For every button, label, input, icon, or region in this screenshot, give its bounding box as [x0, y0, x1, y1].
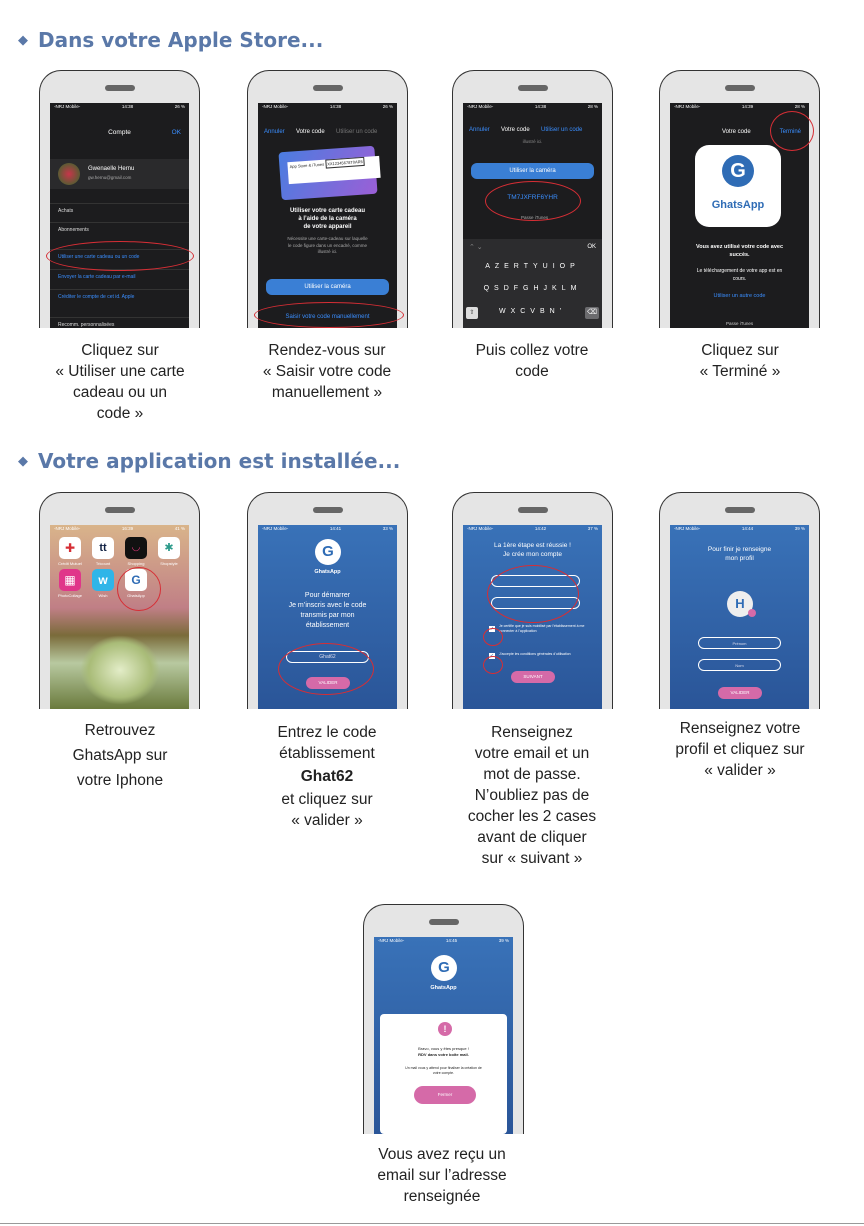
- phone-speaker: [518, 85, 548, 91]
- keyboard-row-3[interactable]: WXCVBN': [498, 308, 567, 315]
- highlight-circle: [483, 628, 503, 646]
- highlight-oval: [278, 643, 374, 695]
- shopping-icon[interactable]: ◡: [125, 537, 147, 559]
- close-button[interactable]: Fermer: [414, 1086, 476, 1104]
- validate-button[interactable]: VALIDER: [718, 687, 762, 699]
- app-label: Crédit Mutuel: [58, 561, 82, 566]
- highlight-circle: [117, 567, 161, 611]
- status-bar: -NRJ Mobile- 14:38 26 %: [54, 104, 185, 109]
- status-bar: -NRJ Mobile- 14:45 39 %: [378, 938, 509, 943]
- checkbox-1[interactable]: ✓: [489, 626, 495, 632]
- status-bar: -NRJ Mobile- 14:38 26 %: [262, 104, 393, 109]
- phone-step-3: [452, 70, 613, 328]
- step-title: Pour finir je renseigne mon profil: [707, 546, 772, 562]
- ghatsapp-logo-icon: G: [315, 539, 341, 565]
- download-message: Le téléchargement de votre app est en cours.: [696, 268, 783, 282]
- phone-step-8: [659, 492, 820, 709]
- app-label: Tricount: [95, 561, 111, 566]
- phone-step-4: [659, 70, 820, 328]
- menu-row-achats[interactable]: Achats: [50, 203, 189, 217]
- section-heading-apple-store: [18, 28, 323, 52]
- tricount-icon[interactable]: tt: [92, 537, 114, 559]
- screen-title: Votre code: [722, 129, 751, 135]
- highlight-oval: [485, 181, 581, 221]
- manual-code-link[interactable]: Saisir votre code manuellement: [285, 314, 370, 320]
- user-name: Gwenaelle Hernu: [88, 166, 135, 172]
- ghatsapp-app-icon[interactable]: G: [125, 569, 147, 591]
- status-bar: -NRJ Mobile- 14:39 28 %: [674, 104, 805, 109]
- success-message: Vous avez utilisé votre code avec succès.: [695, 244, 784, 258]
- help-text: illustré ici.: [522, 139, 543, 144]
- menu-row-abonnements[interactable]: Abonnements: [50, 222, 189, 236]
- wish-icon[interactable]: w: [92, 569, 114, 591]
- ok-button[interactable]: OK: [171, 129, 181, 136]
- confirmation-dialog: [380, 1014, 507, 1134]
- tab-utiliser-code[interactable]: Utiliser un code: [336, 129, 378, 135]
- phone-screen: [50, 525, 189, 709]
- phone-speaker: [725, 85, 755, 91]
- ghatsapp-logo-icon: G: [722, 155, 754, 187]
- backspace-icon[interactable]: ⌫: [585, 307, 599, 319]
- checkbox-2-label: J’accepte les conditions générales d’utilisation: [499, 652, 571, 656]
- cancel-button[interactable]: Annuler: [264, 129, 285, 135]
- tab-utiliser-code[interactable]: Utiliser un code: [541, 127, 583, 133]
- step-9-caption: Vous avez reçu un email sur l’adresse renseignée: [377, 1146, 507, 1205]
- app-label: Shopstyle: [160, 561, 178, 566]
- credit-mutuel-icon[interactable]: ✚: [59, 537, 81, 559]
- shopstyle-icon[interactable]: ✱: [158, 537, 180, 559]
- avatar: [58, 163, 80, 185]
- next-button[interactable]: SUIVANT: [511, 671, 555, 683]
- step-1-caption: Cliquez sur « Utiliser une carte cadeau ou un code »: [55, 342, 185, 422]
- phone-speaker: [105, 507, 135, 513]
- highlight-oval: [487, 565, 579, 623]
- phone-step-7: [452, 492, 613, 709]
- status-bar: -NRJ Mobile- 14:44 39 %: [674, 526, 805, 531]
- step-3-caption: Puis collez votre code: [475, 342, 589, 380]
- phone-step-9: [363, 904, 524, 1134]
- app-name: GhatsApp: [711, 199, 765, 211]
- brand-name: GhatsApp: [314, 569, 341, 575]
- itunes-label: Passe iTunes: [521, 215, 549, 220]
- validate-button[interactable]: VALIDER: [306, 677, 350, 689]
- phone-speaker: [313, 85, 343, 91]
- done-button[interactable]: Terminé: [779, 129, 801, 135]
- app-icon: [695, 145, 781, 227]
- section-title: Votre application est installée...: [38, 449, 401, 473]
- diamond-bullet-icon: ◆: [18, 32, 28, 48]
- checkbox-1-label: Je certifie que je suis mobilisé par l’établissement à me connecter à l’application: [499, 624, 585, 633]
- diamond-bullet-icon: ◆: [18, 453, 28, 469]
- avatar[interactable]: H: [727, 591, 753, 617]
- phone-speaker: [313, 507, 343, 513]
- tab-votre-code[interactable]: Votre code: [296, 129, 325, 135]
- phone-screen: [374, 937, 513, 1134]
- phone-speaker: [725, 507, 755, 513]
- photocollage-icon[interactable]: ▦: [59, 569, 81, 591]
- camera-headline: Utiliser votre carte cadeau à l’aide de la caméra de votre appareil: [289, 208, 366, 230]
- phone-speaker: [105, 85, 135, 91]
- account-card[interactable]: [50, 159, 189, 189]
- status-bar: -NRJ Mobile- 14:41 33 %: [262, 526, 393, 531]
- intro-text: Pour démarrer Je m’inscris avec le code transmis par mon établissement: [288, 592, 367, 629]
- last-name-field[interactable]: Nom: [698, 659, 781, 671]
- itunes-label: Passe iTunes: [726, 321, 754, 326]
- dialog-detail: Un mail vous y attend pour finaliser la création de votre compte.: [405, 1066, 482, 1075]
- section-heading-app-installed: [18, 449, 400, 473]
- page-bottom-rule: [0, 1223, 864, 1224]
- use-camera-button[interactable]: Utiliser la caméra: [471, 163, 594, 179]
- cancel-button[interactable]: Annuler: [469, 127, 490, 133]
- tab-votre-code[interactable]: Votre code: [501, 127, 530, 133]
- edit-avatar-icon[interactable]: [748, 609, 756, 617]
- keyboard-row-2[interactable]: QSDFGHJKLM: [483, 285, 582, 292]
- user-email: gw.hernu@gmail.com: [88, 175, 132, 180]
- menu-row-gift-card[interactable]: Utiliser une carte cadeau ou un code: [50, 249, 189, 263]
- highlight-circle: [483, 656, 503, 674]
- checkbox-2[interactable]: ✓: [489, 653, 495, 659]
- code-input[interactable]: TM7JXFRF6YHR: [507, 194, 558, 201]
- phone-speaker: [429, 919, 459, 925]
- phone-step-5: [39, 492, 200, 709]
- ghatsapp-logo-icon: G: [431, 955, 457, 981]
- dialog-message: Bravo, vous y êtes presque ! RDV dans votre boîte mail.: [418, 1046, 469, 1057]
- phone-step-1: [39, 70, 200, 328]
- other-code-link[interactable]: Utiliser un autre code: [713, 293, 766, 299]
- app-label: GhatsApp: [127, 593, 145, 598]
- highlight-oval: [46, 241, 194, 271]
- chevron-up-down-icon[interactable]: ⌃ ⌄: [469, 244, 483, 251]
- keyboard-ok-button[interactable]: OK: [587, 244, 596, 250]
- menu-row-credit[interactable]: Créditer le compte de cet id. Apple: [50, 289, 189, 303]
- app-label: Wish: [98, 593, 108, 598]
- keyboard-row-1[interactable]: AZERTYUIOP: [485, 263, 580, 270]
- menu-row-send-gift[interactable]: Envoyer la carte cadeau par e-mail: [50, 269, 189, 283]
- keyboard[interactable]: [463, 239, 602, 328]
- brand-name: GhatsApp: [430, 985, 457, 991]
- establishment-code-input[interactable]: Ghat62: [286, 651, 369, 663]
- highlight-oval: [254, 302, 404, 328]
- gift-card-code-panel: App Store & iTunes XX12345678T0AR5: [287, 156, 380, 184]
- phone-screen: [670, 525, 809, 709]
- step-title: La 1ère étape est réussie ! Je crée mon compte: [494, 542, 571, 558]
- camera-help-text: Nécessite une carte-cadeau sur laquelle le code figure dans un encadré, comme illustré ici.: [287, 236, 368, 254]
- phone-step-2: [247, 70, 408, 328]
- app-label: Shopping: [127, 561, 145, 566]
- phone-screen: [50, 103, 189, 328]
- step-7-caption: Renseignez votre email et un mot de passe. N’oubliez pas de cocher les 2 cases avant de cliquer sur « suivant »: [467, 724, 597, 867]
- step-6-caption: Entrez le code établissement Ghat62 et cliquez sur « valider »: [277, 724, 377, 829]
- phone-speaker: [518, 507, 548, 513]
- menu-row-recommendations[interactable]: Recomm. personnalisées: [50, 317, 189, 328]
- status-bar: -NRJ Mobile- 14:42 37 %: [467, 526, 598, 531]
- alert-icon: !: [438, 1022, 452, 1036]
- highlight-circle: [770, 111, 814, 151]
- first-name-field[interactable]: Prénom: [698, 637, 781, 649]
- section-title: Dans votre Apple Store...: [38, 28, 324, 52]
- phone-step-6: [247, 492, 408, 709]
- step-8-caption: Renseignez votre profil et cliquez sur « valider »: [675, 720, 805, 779]
- app-label: PhotoCollage: [57, 593, 83, 598]
- screen-title: Compte: [108, 129, 131, 136]
- shift-icon[interactable]: ⇧: [466, 307, 478, 319]
- status-bar: -NRJ Mobile- 14:38 28 %: [467, 104, 598, 109]
- use-camera-button[interactable]: Utiliser la caméra: [266, 279, 389, 295]
- flower-wallpaper: [80, 635, 160, 705]
- step-5-caption: Retrouvez GhatsApp sur votre Iphone: [72, 722, 168, 789]
- step-2-caption: Rendez-vous sur « Saisir votre code manuellement »: [262, 342, 392, 401]
- status-bar: -NRJ Mobile- 16:39 41 %: [54, 526, 185, 531]
- step-4-caption: Cliquez sur « Terminé »: [699, 342, 781, 380]
- phone-screen: [258, 103, 397, 328]
